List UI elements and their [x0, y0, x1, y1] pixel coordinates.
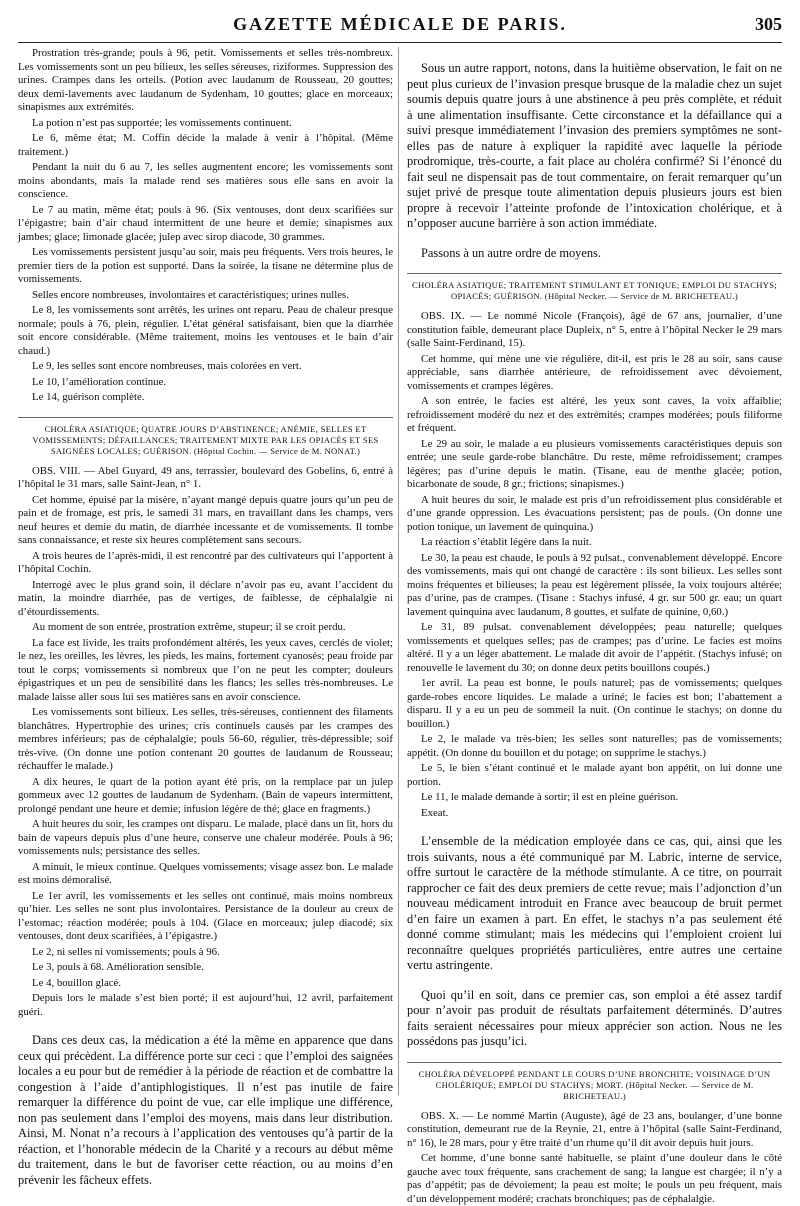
paragraph: Les vomissements persistent jusqu’au soir, mais peu fréquents. Vers trois heures, le premier tiers de la potion est supporté. Dans la soirée, la tisane ne détermine plus de vomissements.	[18, 246, 393, 285]
paragraph: La réaction s’établit légère dans la nuit.	[421, 536, 592, 548]
commentary-paragraph: Dans ces deux cas, la médication a été la même en apparence que dans ceux qui précèdent. La différence porte sur ceci : que l’emploi des saignées locales a eu pour but de remédier à la période de réaction et de combattre la congestion à l’aide d’antiphlogistiques. Il n’est pas inutile de faire remarquer la différence du point de vue, car elle implique une différence, non pas seulement dans l’emploi des moyens, mais dans leur distribution. Ainsi, M. Nonat n’a recours à l’application des ventouses qu’à partir de la réaction, et l’honorable médecin de la Charité y a recours au début même du traitement, dans le but de favoriser cette réaction, ou au moins d’en prévenir les fâcheux effets.	[18, 1033, 393, 1187]
paragraph: Le 29 au soir, le malade a eu plusieurs vomissements caractéristiques depuis son entrée; une seule garde-robe blanchâtre. Du reste, même refroidissement; crampes légères; pas d’urine depuis le matin. (Tisane, eau de menthe glacée; potion, bicarbonate de soude, 8 gr.; frictions; sinapismes.)	[407, 437, 782, 490]
commentary-paragraph: L’ensemble de la médication employée dans ce cas, qui, ainsi que les trois suivants, nous a été communiqué par M. Labric, interne de service, offre surtout le caractère de la méthode stimulante. A ce titre, on pourrait rapprocher ce fait des deux premiers de cette revue; mais l’adjonction d’un nouveau médicament introduit en France avec beaucoup de bruit permet d’en faire un examen à part. En effet, le stachys n’a pas seulement été donné comme stimulant; mais les médecins qui l’emploient croient lui reconnaître quelques propriétés particulières, entre autres une certaine vertu astringente.	[407, 834, 782, 972]
commentary-paragraph: Passons à un autre ordre de moyens.	[421, 245, 601, 260]
left-column	[18, 47, 393, 1187]
paragraph: A huit heures du soir, les crampes ont disparu. Le malade, placé dans un lit, hors du bain de vapeurs depuis plus d’une heure, conserve une chaleur modérée. Pouls à 96; vomissements nuls; persistance des selles.	[18, 818, 393, 857]
paragraph: A huit heures du soir, le malade est pris d’un refroidissement plus considérable et d’une grande oppression. Les évacuations persistent; pas de pouls. (On donne une potion tonique, un lavement de quinquina.)	[407, 493, 782, 533]
page-header	[18, 4, 782, 43]
paragraph: Depuis lors le malade s’est bien porté; il est aujourd’hui, 12 avril, parfaitement guéri.	[18, 992, 393, 1018]
paragraph: Le 2, ni selles ni vomissements; pouls à 96.	[32, 945, 220, 958]
paragraph: Les vomissements sont bilieux. Les selles, très-séreuses, contiennent des filaments blanchâtres. Hypertrophie des urines; cris continuels causés par les crampes des membres inférieurs; pas de céphalalgie; pouls 56-60, régulier, très-dépressible; soif très-vive. (On donne une potion contenant 20 gouttes de laudanum de Rousseau; réchauffer le malade.)	[18, 706, 393, 772]
paragraph: Le 7 au matin, même état; pouls à 96. (Six ventouses, dont deux scarifiées sur l’épigastre; bain d’air chaud intermittent de une heure et demie; sinapismes aux jambes; glace; limonade glacée; julep avec sirop diacode, 30 grammes.	[18, 203, 393, 243]
paragraph: Le 8, les vomissements sont arrêtés, les urines ont reparu. Peau de chaleur presque normale; pouls à 76, plein, régulier. L’état général satisfaisant, bien que la diarrhée soit encore considérable. (Même traitement, moins les ventouses et le bain d’air chaud.)	[18, 304, 393, 357]
paragraph: La potion n’est pas supportée; les vomissements continuent.	[32, 116, 292, 129]
page-number: 305	[755, 14, 782, 34]
paragraph: A dix heures, le quart de la potion ayant été pris, on la remplace par un julep gommeux avec 12 gouttes de laudanum de Sydenham. (Bain de vapeurs intermittent, prolongé pendant une heure et demie; infusion légère de thé; glace en fragments.)	[18, 775, 393, 815]
commentary-paragraph: Quoi qu’il en soit, dans ce premier cas, son emploi a été assez tardif pour n’avoir pas produit de résultats parfaitement déterminés. D’autres faits seraient nécessaires pour mieux apprécier son action. Nous ne les possédons pas jusqu’ici.	[407, 987, 782, 1048]
section-heading: CHOLÉRA ASIATIQUE; QUATRE JOURS D’ABSTINENCE; ANÉMIE, SELLES ET VOMISSEMENTS; DÉFAILLANCES; TRAITEMENT MIXTE PAR LES OPIACÉS ET SES SAIGNÉES LOCALES; GUÉRISON. (Hôpital Cochin. — Service de M. NONAT.)	[18, 417, 393, 457]
paragraph: OBS. IX. — Le nommé Nicole (François), âgé de 67 ans, journalier, d’une constitution faible, demeurant place Dupleix, n° 5, entre à l’hôpital Necker le 29 mars (salle Saint-Ferdinand, 15).	[407, 310, 782, 349]
paragraph: A trois heures de l’après-midi, il est rencontré par des cultivateurs qui l’apportent à l’hôpital Cochin.	[18, 549, 393, 575]
paragraph: Le 30, la peau est chaude, le pouls à 92 pulsat., convenablement développé. Encore des vomissements, mais qui ont changé de caractère : ils sont bilieux. Les selles sont moins fréquentes et bilieuses; la peau est légèrement plissée, la voix toujours altérée; pas d’urine, pas de crampes. (Tisane : Stachys infusé, 4 gr. sur 500 gr. eau; un quart lavement quinquina avec laudanum, 8 gouttes, et sulfate de quinine, 0,60.)	[407, 551, 782, 618]
right-column	[407, 47, 782, 1205]
paragraph: Le 1er avril, les vomissements et les selles ont continué, mais moins nombreux qu’hier. Les selles ne sont plus involontaires. Persistance de la douleur au creux de l’estomac; réaction modérée; pouls à 104. (Glace en morceaux; julep diacodé; six ventouses, dont deux scarifiées, à l’épigastre.)	[18, 889, 393, 942]
paragraph: A son entrée, le facies est altéré, les yeux sont caves, la voix affaiblie; refroidissement modéré du nez et des extrémités; crampes modérées; pouls filiforme et fréquent.	[407, 395, 782, 434]
paragraph: Interrogé avec le plus grand soin, il déclare n’avoir pas eu, avant l’accident du matin, la moindre diarrhée, pas de vertiges, de faiblesse, de céphalalgie ni d’étourdissements.	[18, 578, 393, 618]
paragraph: Cet homme, d’une bonne santé habituelle, se plaint d’une douleur dans le côté gauche avec toux fréquente, sans crachement de sang; la langue est chargée; il n’y a pas d’appétit; pas de dévoiement; la peau est moite; le pouls un peu fréquent, mais d’un développement modéré; crachats bronchiques; pas de céphalalgie.	[407, 1152, 782, 1205]
paragraph: Cet homme, épuisé par la misère, n’ayant mangé depuis quatre jours qu’un peu de pain et de fromage, est pris, le samedi 31 mars, en travaillant dans les champs, vers neuf heures et demie du matin, de diarrhée incessante et de vomissements. Il tombe sans connaissance, et reste six heures complètement sans secours.	[18, 493, 393, 546]
paragraph: Le 31, 89 pulsat. convenablement développées; peau naturelle; quelques vomissements et quelques selles; pas de crampes; pas d’urine. Le facies est moins altéré. Il y a un léger abattement. Le malade dit avoir de l’appétit. (Stachys infusé; on renouvelle le lavement du 30; on donne deux petits bouillons coupés.)	[407, 621, 782, 674]
paragraph: Selles encore nombreuses, involontaires et caractéristiques; urines nulles.	[32, 288, 349, 301]
paragraph: Le 2, le malade va très-bien; les selles sont naturelles; pas de vomissements; appétit. (On donne du bouillon et du potage; on supprime le stachys.)	[407, 733, 782, 759]
section-heading: CHOLÉRA ASIATIQUE; TRAITEMENT STIMULANT ET TONIQUE; EMPLOI DU STACHYS; OPIACÉS; GUÉRISON. (Hôpital Necker. — Service de M. BRICHETEAU.)	[407, 273, 782, 302]
paragraph: 1er avril. La peau est bonne, le pouls naturel; pas de vomissements; quelques garde-robes encore liquides. Le malade a uriné; le facies est bon; l’abattement a disparu. Il y a eu un peu de sommeil la nuit. (On continue le stachys; on donne du bouillon.)	[407, 677, 782, 730]
paragraph: Le 5, le bien s’étant continué et le malade ayant bon appétit, on lui donne une portion.	[407, 762, 782, 788]
journal-title: GAZETTE MÉDICALE DE PARIS.	[233, 14, 567, 34]
paragraph: Exeat.	[421, 806, 449, 819]
paragraph: Pendant la nuit du 6 au 7, les selles augmentent encore; les vomissements sont moins abondants, mais la malade rend ses matières sous elle sans en avoir la conscience.	[18, 161, 393, 200]
section-heading: CHOLÉRA DÉVELOPPÉ PENDANT LE COURS D’UNE BRONCHITE; VOISINAGE D’UN CHOLÉRIQUE; EMPLOI DU STACHYS; MORT. (Hôpital Necker. — Service de M. BRICHETEAU.)	[407, 1062, 782, 1102]
paragraph: Prostration très-grande; pouls à 96, petit. Vomissements et selles très-nombreux. Les vomissements sont un peu bilieux, les selles séreuses, riziformes. Suppression des urines. Crampes dans les orteils. (Potion avec laudanum de Rousseau, 20 gouttes; deux demi-lavements avec laudanum de Sydenham, 10 gouttes; glace en morceaux; sinapismes aux extrémités.	[18, 47, 393, 113]
paragraph: Le 14, guérison complète.	[32, 391, 145, 403]
paragraph: Au moment de son entrée, prostration extrême, stupeur; il se croit perdu.	[32, 621, 346, 633]
paragraph: Le 3, pouls à 68. Amélioration sensible.	[32, 961, 204, 973]
paragraph: OBS. VIII. — Abel Guyard, 49 ans, terrassier, boulevard des Gobelins, 6, entré à l’hôpital le 31 mars, salle Saint-Jean, n° 1.	[18, 464, 393, 490]
paragraph: La face est livide, les traits profondément altérés, les yeux caves, cerclés de violet; le nez, les oreilles, les lèvres, les pieds, les mains, fortement cyanosés; peau froide par tout le corps; vomissements si nombreux que l’on ne peut les compter; douleurs épigastriques et un peu de sensibilité dans les flancs; les selles très-nombreuses. Le malade laisse aller sous lui ses matières sans en avoir conscience.	[18, 636, 393, 703]
paragraph: OBS. X. — Le nommé Martin (Auguste), âgé de 23 ans, boulanger, d’une bonne constitution, demeurant rue de la Reynie, 21, entre à l’hôpital (salle Saint-Ferdinand, n° 16), le 28 mars, pour y être traité d’un rhume qu’il dit avoir depuis huit jours.	[407, 1109, 782, 1149]
paragraph: A minuit, le mieux continue. Quelques vomissements; visage assez bon. Le malade est moins démoralisé.	[18, 860, 393, 886]
paragraph: Le 10, l’amélioration continue.	[32, 375, 167, 388]
commentary-paragraph: Sous un autre rapport, notons, dans la huitième observation, le fait on ne peut plus curieux de l’invasion presque brusque de la maladie chez un sujet soumis depuis quatre jours à une abstinence à peu près complète, et réduit à une alimentation insuffisante. Cette circonstance et la défaillance qui a suivi presque immédiatement l’invasion des premiers symptômes ne sont-elles pas de nature à expliquer la rapidité avec laquelle la période prodromique, très-courte, a fait place au choléra confirmé? Si l’énoncé du fait seul ne dispensait pas de tout commentaire, on ferait remarquer qu’un sujet privé de presque toute alimentation depuis plusieurs jours est bien propre à recevoir l’atteinte profonde de l’intoxication cholérique, et à n’opposer aucune barrière à son action immédiate.	[407, 61, 782, 230]
paragraph: Cet homme, qui mène une vie régulière, dit-il, est pris le 28 au soir, sans cause appréciable, sans diarrhée antérieure, de refroidissement avec dévoiement, vomissements et crampes légères.	[407, 352, 782, 392]
paragraph: Le 11, le malade demande à sortir; il est en pleine guérison.	[421, 791, 679, 803]
column-divider	[398, 47, 399, 1095]
paragraph: Le 4, bouillon glacé.	[32, 976, 122, 989]
paragraph: Le 9, les selles sont encore nombreuses, mais colorées en vert.	[32, 360, 302, 372]
paragraph: Le 6, même état; M. Coffin décide la malade à venir à l’hôpital. (Même traitement.)	[18, 132, 393, 158]
